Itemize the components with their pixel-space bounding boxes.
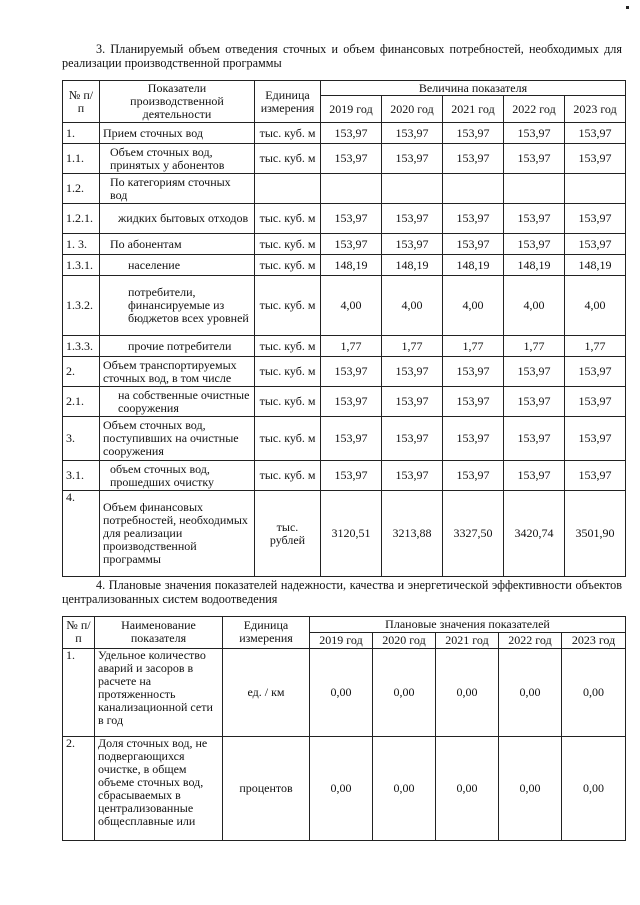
- row-value: 1,77: [565, 336, 626, 357]
- row-value: 153,97: [382, 357, 443, 387]
- row-value: 153,97: [382, 461, 443, 491]
- row-num: 2.: [63, 357, 100, 387]
- row-value: 0,00: [436, 737, 499, 841]
- row-unit: тыс. куб. м: [255, 255, 321, 276]
- row-name: По абонентам: [100, 234, 255, 255]
- section4-heading: 4. Плановые значения показателей надежности, качества и энергетической эффективности объектов централизованных систем водоотведения: [62, 578, 622, 606]
- table-row: [63, 417, 626, 461]
- row-value: 148,19: [321, 255, 382, 276]
- row-value: 153,97: [443, 123, 504, 144]
- row-value: 0,00: [373, 649, 436, 737]
- row-unit: тыс. куб. м: [255, 387, 321, 417]
- row-value: 153,97: [504, 234, 565, 255]
- row-num: 1.2.: [63, 174, 100, 204]
- row-unit: ед. / км: [223, 649, 310, 737]
- row-name: По категориям сточных вод: [100, 174, 255, 204]
- table-row: [63, 234, 626, 255]
- table-row: [63, 387, 626, 417]
- row-value: [565, 174, 626, 204]
- row-value: 4,00: [321, 276, 382, 336]
- row-value: 153,97: [565, 144, 626, 174]
- row-value: 4,00: [504, 276, 565, 336]
- table-row: [63, 255, 626, 276]
- row-unit: тыс. куб. м: [255, 144, 321, 174]
- row-value: 4,00: [382, 276, 443, 336]
- row-unit: тыс. куб. м: [255, 234, 321, 255]
- row-value: 1,77: [382, 336, 443, 357]
- table-row: [63, 737, 626, 841]
- row-unit: тыс. куб. м: [255, 336, 321, 357]
- header-year: 2020 год: [382, 96, 443, 123]
- row-value: 3501,90: [565, 491, 626, 577]
- row-value: 0,00: [562, 737, 626, 841]
- row-name: Прием сточных вод: [100, 123, 255, 144]
- row-value: 153,97: [443, 417, 504, 461]
- header-year: 2023 год: [562, 633, 626, 649]
- row-value: 153,97: [504, 417, 565, 461]
- row-value: [443, 174, 504, 204]
- scan-mark: [626, 6, 629, 9]
- row-value: 153,97: [443, 144, 504, 174]
- row-value: 0,00: [310, 737, 373, 841]
- row-num: 1.: [63, 123, 100, 144]
- row-unit: тыс. куб. м: [255, 461, 321, 491]
- table-row: [63, 461, 626, 491]
- row-name: Объем финансовых потребностей, необходимых для реализации производственной программы: [100, 491, 255, 577]
- row-name: прочие потребители: [100, 336, 255, 357]
- row-value: 0,00: [310, 649, 373, 737]
- row-unit: тыс. куб. м: [255, 417, 321, 461]
- row-value: 148,19: [504, 255, 565, 276]
- row-value: [504, 174, 565, 204]
- header-year: 2020 год: [373, 633, 436, 649]
- row-value: 153,97: [504, 204, 565, 234]
- row-value: 153,97: [443, 357, 504, 387]
- row-unit: тыс. рублей: [255, 491, 321, 577]
- row-value: [321, 174, 382, 204]
- row-unit: тыс. куб. м: [255, 204, 321, 234]
- row-num: 4.: [63, 491, 100, 577]
- row-value: 153,97: [382, 204, 443, 234]
- table-row: [63, 357, 626, 387]
- row-name: Объем сточных вод, принятых у абонентов: [100, 144, 255, 174]
- row-value: 153,97: [565, 357, 626, 387]
- row-value: 153,97: [321, 387, 382, 417]
- row-value: 3420,74: [504, 491, 565, 577]
- row-value: 153,97: [321, 417, 382, 461]
- row-num: 2.1.: [63, 387, 100, 417]
- row-num: 1.3.2.: [63, 276, 100, 336]
- header-year: 2021 год: [443, 96, 504, 123]
- sewage-volume-table: [62, 80, 626, 577]
- row-value: 153,97: [382, 417, 443, 461]
- row-name: Доля сточных вод, не подвергающихся очистке, в общем объеме сточных вод, сбрасываемых в централизованные общесплавные или: [95, 737, 223, 841]
- row-value: 153,97: [504, 461, 565, 491]
- table-row: [63, 174, 626, 204]
- row-value: 153,97: [504, 357, 565, 387]
- header-value-group: Плановые значения показателей: [310, 617, 626, 633]
- row-value: 1,77: [443, 336, 504, 357]
- row-value: 0,00: [373, 737, 436, 841]
- row-value: 1,77: [321, 336, 382, 357]
- row-name: Объем транспортируемых сточных вод, в том числе: [100, 357, 255, 387]
- table-row: [63, 336, 626, 357]
- row-value: 153,97: [382, 144, 443, 174]
- row-name: население: [100, 255, 255, 276]
- row-name: потребители, финансируемые из бюджетов всех уровней: [100, 276, 255, 336]
- row-value: 153,97: [382, 234, 443, 255]
- row-value: 153,97: [504, 144, 565, 174]
- header-year: 2022 год: [499, 633, 562, 649]
- table-row: [63, 491, 626, 577]
- row-value: 153,97: [565, 123, 626, 144]
- row-value: 0,00: [562, 649, 626, 737]
- row-num: 3.: [63, 417, 100, 461]
- row-num: 1.2.1.: [63, 204, 100, 234]
- row-num: 2.: [63, 737, 95, 841]
- table-row: [63, 649, 626, 737]
- table-row: [63, 276, 626, 336]
- row-value: 153,97: [565, 204, 626, 234]
- row-value: 3327,50: [443, 491, 504, 577]
- row-value: 148,19: [443, 255, 504, 276]
- row-value: 153,97: [382, 387, 443, 417]
- header-unit: Единица измерения: [255, 81, 321, 123]
- row-name: на собственные очистные сооружения: [100, 387, 255, 417]
- row-name: Удельное количество аварий и засоров в расчете на протяженность канализационной сети в год: [95, 649, 223, 737]
- row-value: 153,97: [565, 234, 626, 255]
- row-value: 153,97: [321, 144, 382, 174]
- row-num: 1.: [63, 649, 95, 737]
- header-indicator: Показатели производственной деятельности: [100, 81, 255, 123]
- table-row: [63, 144, 626, 174]
- row-value: 153,97: [565, 461, 626, 491]
- row-value: 153,97: [565, 417, 626, 461]
- header-value-group: Величина показателя: [321, 81, 626, 96]
- row-value: 0,00: [436, 649, 499, 737]
- row-value: 3213,88: [382, 491, 443, 577]
- row-value: 153,97: [321, 234, 382, 255]
- row-value: 153,97: [321, 123, 382, 144]
- row-num: 3.1.: [63, 461, 100, 491]
- header-indicator: Наименование показателя: [95, 617, 223, 649]
- row-value: 153,97: [443, 387, 504, 417]
- header-year: 2022 год: [504, 96, 565, 123]
- row-value: 153,97: [504, 123, 565, 144]
- row-value: 153,97: [443, 204, 504, 234]
- row-value: 153,97: [382, 123, 443, 144]
- row-num: 1.3.1.: [63, 255, 100, 276]
- row-value: 153,97: [443, 234, 504, 255]
- row-value: 148,19: [382, 255, 443, 276]
- row-unit: тыс. куб. м: [255, 357, 321, 387]
- row-value: 153,97: [321, 204, 382, 234]
- row-num: 1.3.3.: [63, 336, 100, 357]
- row-unit: тыс. куб. м: [255, 123, 321, 144]
- row-value: 3120,51: [321, 491, 382, 577]
- row-name: жидких бытовых отходов: [100, 204, 255, 234]
- row-value: 1,77: [504, 336, 565, 357]
- table-row: [63, 123, 626, 144]
- row-value: 0,00: [499, 649, 562, 737]
- row-num: 1. 3.: [63, 234, 100, 255]
- row-value: 153,97: [504, 387, 565, 417]
- row-value: 0,00: [499, 737, 562, 841]
- row-name: объем сточных вод, прошедших очистку: [100, 461, 255, 491]
- section3-heading: 3. Планируемый объем отведения сточных и объем финансовых потребностей, необходимых для реализации производственной программы: [62, 42, 622, 70]
- header-year: 2019 год: [310, 633, 373, 649]
- row-value: 153,97: [321, 461, 382, 491]
- row-name: Объем сточных вод, поступивших на очистные сооружения: [100, 417, 255, 461]
- header-num: № п/п: [63, 81, 100, 123]
- row-value: 153,97: [565, 387, 626, 417]
- header-unit: Единица измерения: [223, 617, 310, 649]
- row-value: 153,97: [321, 357, 382, 387]
- row-value: 153,97: [443, 461, 504, 491]
- row-value: [382, 174, 443, 204]
- row-value: 148,19: [565, 255, 626, 276]
- row-value: 4,00: [565, 276, 626, 336]
- header-year: 2019 год: [321, 96, 382, 123]
- row-unit: тыс. куб. м: [255, 276, 321, 336]
- header-num: № п/п: [63, 617, 95, 649]
- table-row: [63, 204, 626, 234]
- row-value: 4,00: [443, 276, 504, 336]
- reliability-indicators-table: [62, 616, 626, 841]
- header-year: 2021 год: [436, 633, 499, 649]
- row-unit: [255, 174, 321, 204]
- row-unit: процентов: [223, 737, 310, 841]
- row-num: 1.1.: [63, 144, 100, 174]
- header-year: 2023 год: [565, 96, 626, 123]
